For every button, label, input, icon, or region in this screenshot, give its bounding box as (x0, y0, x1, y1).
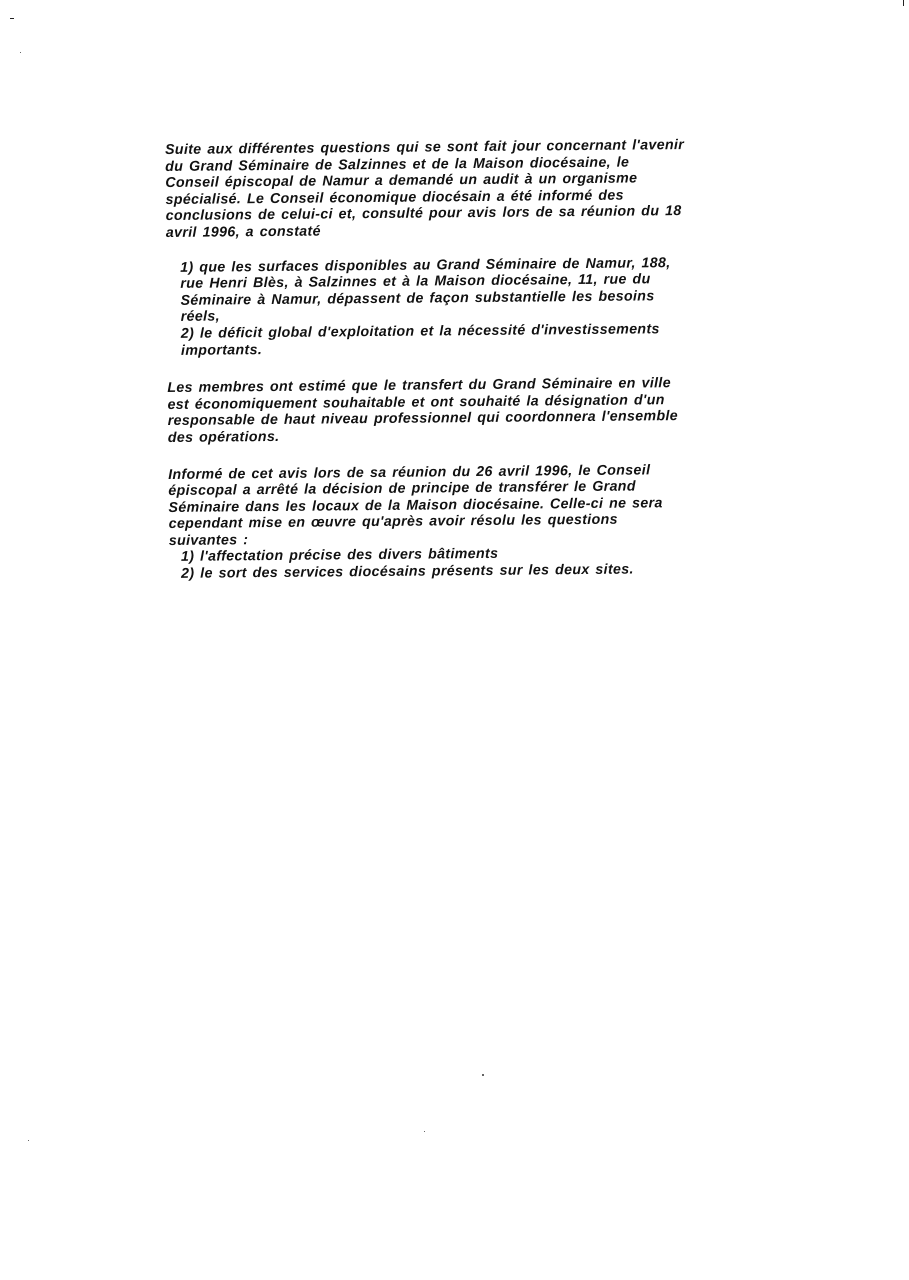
findings-list (180, 254, 757, 359)
list-item: 1) que les surfaces disponibles au Grand Séminaire de Namur, 188, rue Henri Blès, à Salzinnes et à la Maison diocésaine, 11, rue du Séminaire à Namur, dépassent de façon substantielle les besoins réels, (180, 254, 671, 326)
scan-mark-top-right (903, 0, 904, 6)
paragraph-decision: Informé de cet avis lors de sa réunion du 26 avril 1996, le Conseil épiscopal a arrêté la décision de principe de transférer le Grand Séminaire dans les locaux de la Maison diocésaine. Celle-ci ne sera cependant mise en œuvre qu'après avoir résolu les questions suivantes : (168, 461, 663, 549)
scan-speck (20, 52, 21, 53)
scan-mark-top-left (10, 18, 14, 19)
paragraph-members: Les membres ont estimé que le transfert du Grand Séminaire en ville est économiquement souhaitable et ont souhaité la désignation d'un responsable de haut niveau professionnel qui coordonnera l'ensemble des opérations. (167, 375, 679, 446)
scan-speck (482, 1074, 484, 1076)
list-item: 2) le déficit global d'exploitation et la nécessité d'investissements importants. (180, 321, 660, 359)
scan-speck (424, 1131, 425, 1132)
list-item: 1) l'affectation précise des divers bâtiments (180, 546, 499, 566)
questions-list (181, 544, 761, 583)
paragraph-intro: Suite aux différentes questions qui se sont fait jour concernant l'avenir du Grand Séminaire de Salzinnes et de la Maison diocésaine, le Conseil épiscopal de Namur a demandé un audit à un organisme spécialisé. Le Conseil économique diocésain a été informé des conclusions de celui-ci et, consulté pour avis lors de sa réunion du 18 avril 1996, a constaté (165, 137, 685, 241)
list-item: 2) le sort des services diocésains présents sur les deux sites. (181, 561, 634, 582)
scan-speck (28, 1140, 29, 1141)
document-body (165, 136, 761, 582)
